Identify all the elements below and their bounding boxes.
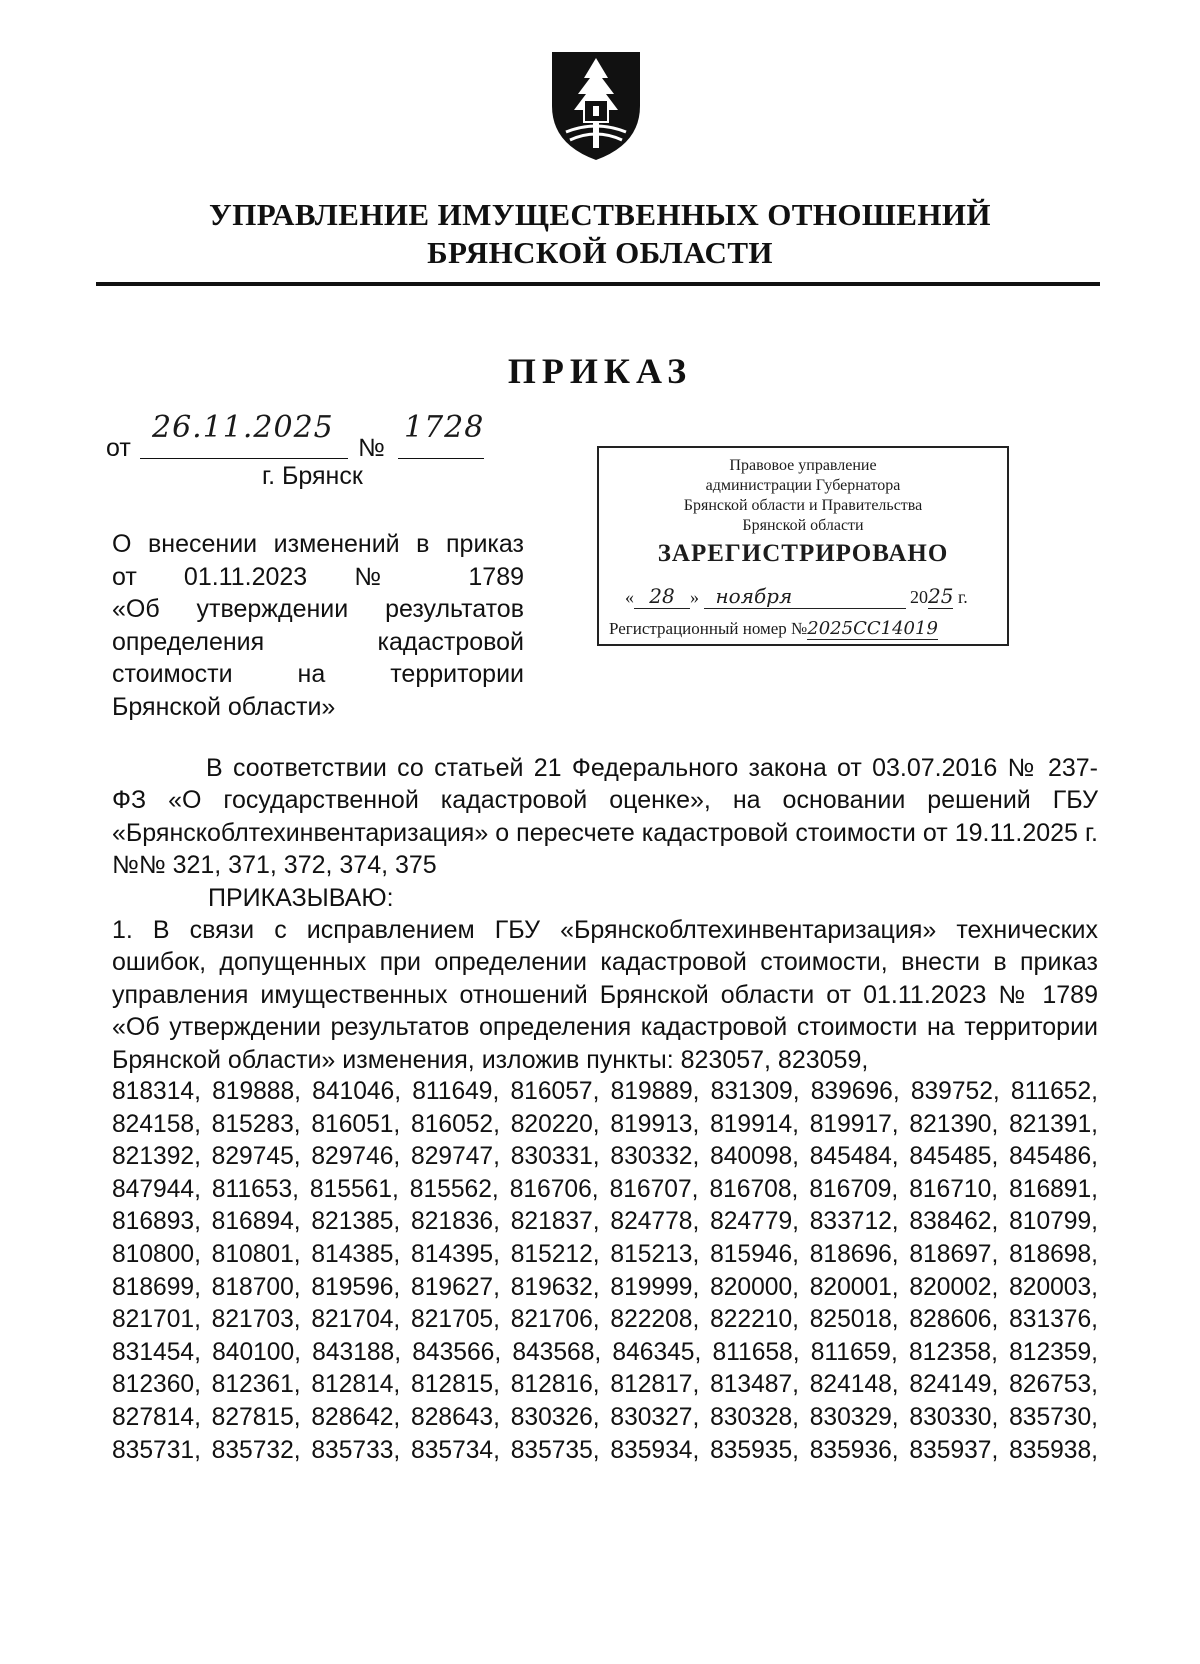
stamp-reg-label: Регистрационный номер № [609, 619, 808, 638]
subject-line: О внесении изменений в приказ [112, 530, 524, 558]
number-line: 847944, 811653, 815561, 815562, 816706, 816707, 816708, 816709, 816710, 816891, [112, 1175, 1098, 1203]
number-line: 831454, 840100, 843188, 843566, 843568, 846345, 811658, 811659, 812358, 812359, [112, 1338, 1098, 1366]
number-line: 816893, 816894, 821385, 821836, 821837, 824778, 824779, 833712, 838462, 810799, [112, 1208, 1098, 1236]
stamp-reg-number: 2025СС14019 [807, 618, 938, 639]
organization-name-line-1: УПРАВЛЕНИЕ ИМУЩЕСТВЕННЫХ ОТНОШЕНИЙ [209, 197, 991, 232]
stamp-date-month: ноября [704, 584, 906, 609]
stamp-status: ЗАРЕГИСТРИРОВАНО [657, 540, 949, 567]
order-number-prefix: № [358, 434, 385, 462]
subject-line: «Об утверждении результатов [112, 595, 524, 623]
subject-line: от 01.11.2023 № 1789 [112, 562, 524, 591]
order-number-handwritten: 1728 [404, 410, 485, 445]
order-date-handwritten: 26.11.2025 [152, 410, 334, 445]
stamp-header [599, 456, 1007, 536]
preamble-text: ФЗ «О государственной кадастровой оценке», на основании решений ГБУ «Брянскоблтехинвентаризация» о пересчете кадастровой стоимости от 19.11.2025 г. №№ 321, 371, 372, 374, 375 [112, 786, 1098, 880]
order-body [112, 752, 1098, 1467]
number-line: 810800, 810801, 814385, 814395, 815212, 815213, 815946, 818696, 818697, 818698, [112, 1241, 1098, 1269]
subject-line: стоимости на территории [112, 660, 524, 688]
stamp-header-line: администрации Губернатора [705, 477, 901, 494]
coat-of-arms-emblem [546, 48, 646, 164]
number-line: 818699, 818700, 819596, 819627, 819632, 819999, 820000, 820001, 820002, 820003, [112, 1273, 1098, 1301]
organization-name-line-2: БРЯНСКОЙ ОБЛАСТИ [427, 235, 773, 270]
stamp-header-line: Правовое управление [729, 457, 877, 474]
cadastral-item-numbers [112, 1076, 1098, 1467]
number-line: 835731, 835732, 835733, 835734, 835735, 835934, 835935, 835936, 835937, 835938, [112, 1436, 1098, 1464]
preamble-first-line: В соответствии со статьей 21 Федерального закона от 03.07.2016 № 237- [206, 754, 1098, 782]
stamp-year-suffix: 25 [928, 584, 954, 608]
order-date-prefix: от [106, 434, 131, 462]
stamp-header-line: Брянской области [742, 517, 864, 534]
stamp-header-line: Брянской области и Правительства [683, 497, 923, 514]
number-line: 821392, 829745, 829746, 829747, 830331, 830332, 840098, 845484, 845485, 845486, [112, 1143, 1098, 1171]
number-line: 818314, 819888, 841046, 811649, 816057, 819889, 831309, 839696, 839752, 811652, [112, 1078, 1098, 1106]
stamp-year-unit: г. [957, 587, 968, 607]
registration-stamp [597, 446, 1009, 646]
stamp-date-line: « 28 » ноября 2025 г. [625, 584, 968, 608]
stamp-registration-line [609, 618, 999, 639]
document-type-title: ПРИКАЗ [507, 351, 693, 391]
stamp-year-prefix: 20 [910, 587, 928, 607]
number-line: 824158, 815283, 816051, 816052, 820220, 819913, 819914, 819917, 821390, 821391, [112, 1110, 1098, 1138]
order-number-field [398, 410, 484, 459]
subject-line: Брянской области» [112, 692, 336, 721]
order-date-field [140, 410, 348, 459]
item-1-text: 1. В связи с исправлением ГБУ «Брянскоблтехинвентаризация» технических ошибок, допущенных при определении кадастровой стоимости, внести в приказ управления имущественных отношений Брянской области от 01.11.2023 № 1789 «Об утверждении результатов определения кадастровой стоимости на территории Брянской области» изменения, изложив пункты: 823057, 823059, [112, 916, 1098, 1074]
number-line: 821701, 821703, 821704, 821705, 821706, 822208, 822210, 825018, 828606, 831376, [112, 1306, 1098, 1334]
order-subject [112, 528, 524, 723]
order-city: г. Брянск [262, 462, 363, 490]
number-line: 812360, 812361, 812814, 812815, 812816, 812817, 813487, 824148, 824149, 826753, [112, 1371, 1098, 1399]
stamp-date-day: 28 [634, 584, 690, 609]
number-line: 827814, 827815, 828642, 828643, 830326, 830327, 830328, 830329, 830330, 835730, [112, 1404, 1098, 1431]
header-divider [96, 282, 1100, 286]
subject-line: определения кадастровой [112, 627, 524, 656]
decree-word: ПРИКАЗЫВАЮ: [208, 883, 394, 912]
